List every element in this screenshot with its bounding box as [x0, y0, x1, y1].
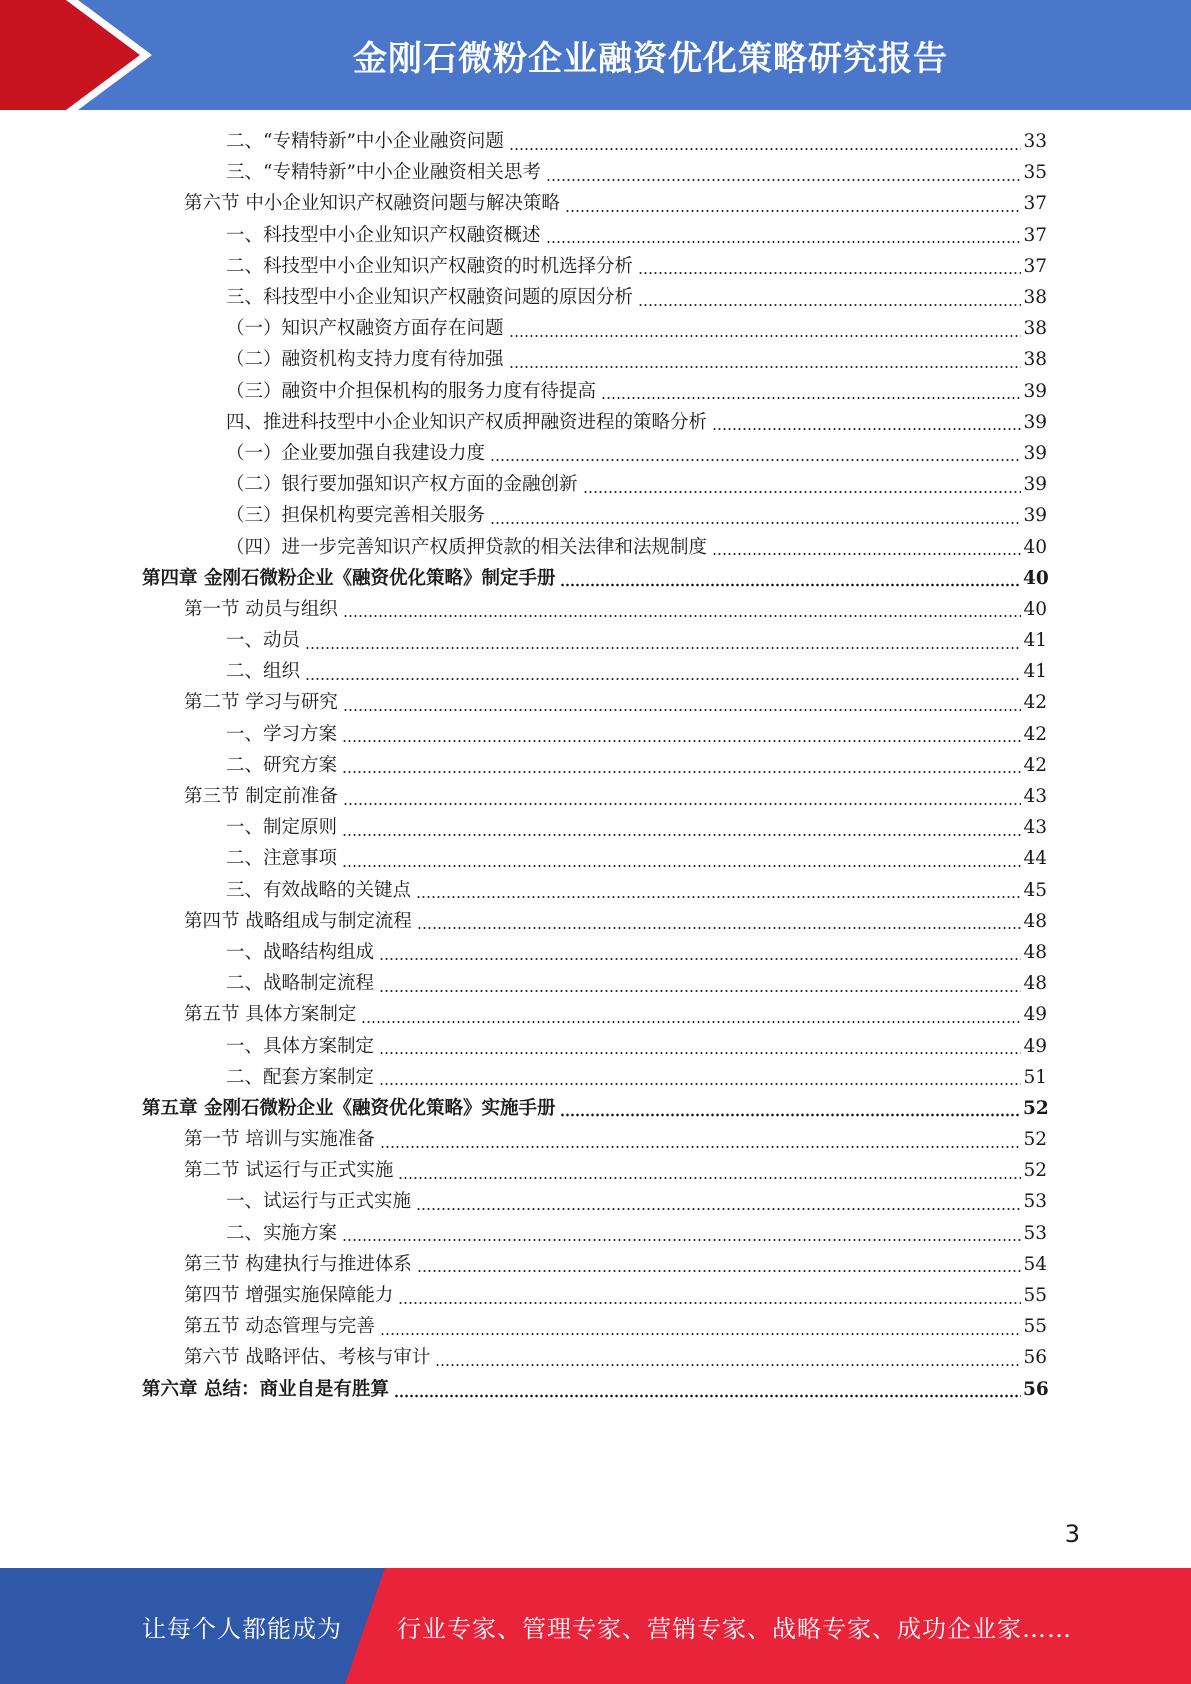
toc-dot-leader [342, 756, 1021, 774]
toc-entry-label: 二、配套方案制定 [226, 1066, 375, 1088]
toc-dot-leader [379, 975, 1021, 993]
toc-dot-leader [712, 413, 1021, 431]
toc-entry-page: 38 [1023, 287, 1047, 309]
toc-entry[interactable] [0, 469, 1047, 500]
toc-entry-label: 二、实施方案 [226, 1222, 338, 1244]
toc-entry-label: 三、有效战略的关键点 [226, 879, 412, 901]
toc-dot-leader [638, 257, 1021, 275]
toc-entry-label: 二、组织 [226, 661, 301, 683]
toc-entry-label: 三、“专精特新”中小企业融资相关思考 [226, 162, 541, 184]
toc-entry[interactable] [0, 594, 1047, 625]
toc-entry-page: 53 [1023, 1191, 1047, 1213]
toc-entry-page: 38 [1023, 318, 1047, 340]
toc-entry-label: 第一节 培训与实施准备 [184, 1129, 375, 1151]
toc-dot-leader [343, 694, 1021, 712]
toc-entry[interactable] [0, 687, 1047, 718]
toc-entry[interactable] [0, 1062, 1047, 1093]
toc-entry-page: 49 [1023, 1035, 1047, 1057]
toc-entry[interactable] [0, 220, 1047, 251]
toc-entry[interactable] [0, 251, 1047, 282]
toc-entry-page: 40 [1023, 598, 1047, 620]
toc-dot-leader [417, 1255, 1021, 1273]
toc-entry-page: 49 [1023, 1004, 1047, 1026]
toc-entry-label: 四、推进科技型中小企业知识产权质押融资进程的策略分析 [226, 411, 708, 433]
toc-dot-leader [379, 943, 1021, 961]
toc-entry[interactable] [0, 1342, 1047, 1373]
toc-entry-label: （二）银行要加强知识产权方面的金融创新 [226, 474, 578, 496]
toc-entry[interactable] [0, 843, 1047, 874]
toc-entry-label: 二、注意事项 [226, 848, 338, 870]
toc-entry[interactable] [0, 376, 1047, 407]
toc-entry[interactable] [0, 1030, 1047, 1061]
toc-entry[interactable] [0, 1218, 1047, 1249]
toc-dot-leader [398, 1287, 1021, 1305]
report-title: 金刚石微粉企业融资优化策略研究报告 [353, 38, 948, 79]
toc-dot-leader [435, 1349, 1021, 1367]
toc-dot-leader [361, 1006, 1021, 1024]
page-number: 3 [1064, 1520, 1080, 1548]
header-chevron-icon [0, 0, 160, 110]
toc-entry-page: 33 [1023, 131, 1047, 153]
toc-entry-page: 44 [1023, 848, 1047, 870]
toc-dot-leader [394, 1380, 1021, 1398]
toc-entry[interactable] [0, 563, 1047, 594]
toc-entry-page: 41 [1023, 630, 1047, 652]
toc-entry-page: 37 [1023, 224, 1047, 246]
toc-entry-label: 二、“专精特新”中小企业融资问题 [226, 131, 504, 153]
toc-dot-leader [546, 164, 1021, 182]
toc-entry-page: 55 [1023, 1316, 1047, 1338]
toc-dot-leader [490, 507, 1021, 525]
toc-entry-label: 三、科技型中小企业知识产权融资问题的原因分析 [226, 287, 634, 309]
toc-dot-leader [342, 850, 1021, 868]
toc-entry[interactable] [0, 719, 1047, 750]
toc-entry-page: 52 [1023, 1097, 1049, 1119]
toc-entry-page: 39 [1023, 380, 1047, 402]
toc-entry-page: 43 [1023, 786, 1047, 808]
toc-entry-page: 51 [1023, 1066, 1047, 1088]
toc-entry-page: 48 [1023, 941, 1047, 963]
toc-entry-page: 37 [1023, 255, 1047, 277]
toc-entry-page: 37 [1023, 193, 1047, 215]
toc-entry-label: 第六节 战略评估、考核与审计 [184, 1347, 431, 1369]
toc-entry[interactable] [0, 282, 1047, 313]
toc-entry-page: 43 [1023, 817, 1047, 839]
toc-entry-page: 39 [1023, 505, 1047, 527]
toc-dot-leader [380, 1131, 1021, 1149]
toc-entry[interactable] [0, 313, 1047, 344]
toc-entry-label: （二）融资机构支持力度有待加强 [226, 349, 504, 371]
toc-entry-page: 39 [1023, 411, 1047, 433]
toc-entry-label: 二、科技型中小企业知识产权融资的时机选择分析 [226, 255, 634, 277]
toc-entry-label: 第三节 制定前准备 [184, 786, 338, 808]
toc-entry-page: 48 [1023, 910, 1047, 932]
toc-dot-leader [342, 819, 1021, 837]
toc-entry[interactable] [0, 656, 1047, 687]
toc-entry[interactable] [0, 1186, 1047, 1217]
toc-dot-leader [560, 569, 1021, 587]
toc-entry-page: 35 [1023, 162, 1047, 184]
toc-entry-label: 第三节 构建执行与推进体系 [184, 1253, 412, 1275]
toc-entry[interactable] [0, 1374, 1047, 1405]
toc-entry-label: 一、制定原则 [226, 817, 338, 839]
toc-entry-label: 第五节 动态管理与完善 [184, 1316, 375, 1338]
toc-entry-page: 56 [1023, 1378, 1049, 1400]
toc-entry-page: 52 [1023, 1160, 1047, 1182]
toc-entry-label: 第六章 总结：商业自是有胜算 [142, 1378, 389, 1400]
toc-entry[interactable] [0, 407, 1047, 438]
toc-entry-page: 55 [1023, 1285, 1047, 1307]
toc-entry[interactable] [0, 625, 1047, 656]
toc-entry[interactable] [0, 438, 1047, 469]
toc-entry[interactable] [0, 157, 1047, 188]
toc-entry-label: 一、学习方案 [226, 723, 338, 745]
toc-dot-leader [490, 444, 1021, 462]
toc-entry-label: （三）担保机构要完善相关服务 [226, 505, 486, 527]
toc-entry[interactable] [0, 812, 1047, 843]
toc-dot-leader [380, 1318, 1021, 1336]
table-of-contents [0, 126, 1191, 1405]
toc-dot-leader [343, 600, 1021, 618]
toc-entry[interactable] [0, 1124, 1047, 1155]
toc-entry-label: 一、动员 [226, 630, 301, 652]
toc-entry-label: （一）知识产权融资方面存在问题 [226, 318, 504, 340]
footer-slogan-left: 让每个人都能成为 [142, 1614, 342, 1643]
toc-dot-leader [712, 538, 1021, 556]
toc-dot-leader [601, 382, 1021, 400]
toc-entry-page: 38 [1023, 349, 1047, 371]
toc-dot-leader [416, 1193, 1021, 1211]
toc-entry[interactable] [0, 781, 1047, 812]
toc-dot-leader [305, 663, 1021, 681]
toc-dot-leader [560, 1099, 1021, 1117]
toc-entry-page: 42 [1023, 723, 1047, 745]
toc-entry-label: 第四节 增强实施保障能力 [184, 1285, 394, 1307]
toc-dot-leader [379, 1037, 1021, 1055]
toc-entry-label: 一、试运行与正式实施 [226, 1191, 412, 1213]
toc-entry-label: 二、研究方案 [226, 754, 338, 776]
page-header [0, 0, 1191, 110]
toc-entry[interactable] [0, 344, 1047, 375]
toc-entry[interactable] [0, 937, 1047, 968]
toc-entry-page: 42 [1023, 692, 1047, 714]
toc-dot-leader [583, 476, 1021, 494]
toc-entry[interactable] [0, 968, 1047, 999]
toc-entry-page: 40 [1023, 536, 1047, 558]
toc-entry-page: 39 [1023, 442, 1047, 464]
toc-dot-leader [546, 226, 1021, 244]
toc-dot-leader [565, 195, 1021, 213]
toc-dot-leader [305, 632, 1021, 650]
toc-entry[interactable] [0, 126, 1047, 157]
toc-entry-label: （三）融资中介担保机构的服务力度有待提高 [226, 380, 597, 402]
toc-entry-page: 39 [1023, 474, 1047, 496]
toc-entry-page: 40 [1023, 567, 1049, 589]
toc-entry-page: 53 [1023, 1222, 1047, 1244]
toc-entry-page: 52 [1023, 1129, 1047, 1151]
toc-dot-leader [417, 912, 1021, 930]
toc-entry-label: 一、科技型中小企业知识产权融资概述 [226, 224, 541, 246]
toc-entry[interactable] [0, 1311, 1047, 1342]
toc-dot-leader [342, 725, 1021, 743]
toc-entry-page: 54 [1023, 1253, 1047, 1275]
toc-entry-label: 第四节 战略组成与制定流程 [184, 910, 412, 932]
toc-entry-label: 第一节 动员与组织 [184, 598, 338, 620]
toc-dot-leader [509, 133, 1021, 151]
footer-slogan-right: 行业专家、管理专家、营销专家、战略专家、成功企业家…… [397, 1614, 1072, 1643]
toc-dot-leader [416, 881, 1021, 899]
toc-dot-leader [398, 1162, 1021, 1180]
toc-entry[interactable] [0, 1093, 1047, 1124]
page-footer [0, 1568, 1191, 1684]
toc-entry[interactable] [0, 750, 1047, 781]
toc-entry[interactable] [0, 531, 1047, 562]
toc-entry-page: 45 [1023, 879, 1047, 901]
toc-entry-page: 42 [1023, 754, 1047, 776]
toc-entry-label: 第二节 试运行与正式实施 [184, 1160, 394, 1182]
toc-dot-leader [509, 351, 1021, 369]
toc-entry-label: 一、战略结构组成 [226, 941, 375, 963]
toc-entry-page: 48 [1023, 973, 1047, 995]
toc-dot-leader [638, 289, 1021, 307]
toc-entry-label: 第四章 金刚石微粉企业《融资优化策略》制定手册 [142, 567, 556, 589]
toc-entry-label: 第五节 具体方案制定 [184, 1004, 357, 1026]
toc-entry[interactable] [0, 188, 1047, 219]
toc-entry-label: 一、具体方案制定 [226, 1035, 375, 1057]
toc-entry-label: 二、战略制定流程 [226, 973, 375, 995]
toc-entry-label: 第二节 学习与研究 [184, 692, 338, 714]
toc-dot-leader [342, 1224, 1021, 1242]
toc-dot-leader [509, 320, 1021, 338]
toc-entry-page: 56 [1023, 1347, 1047, 1369]
toc-entry-label: （一）企业要加强自我建设力度 [226, 442, 486, 464]
toc-dot-leader [343, 788, 1021, 806]
toc-entry[interactable] [0, 1280, 1047, 1311]
toc-dot-leader [379, 1068, 1021, 1086]
toc-entry[interactable] [0, 906, 1047, 937]
toc-entry[interactable] [0, 1249, 1047, 1280]
toc-entry-label: （四）进一步完善知识产权质押贷款的相关法律和法规制度 [226, 536, 708, 558]
toc-entry[interactable] [0, 500, 1047, 531]
toc-entry[interactable] [0, 875, 1047, 906]
toc-entry-label: 第五章 金刚石微粉企业《融资优化策略》实施手册 [142, 1097, 556, 1119]
toc-entry-page: 41 [1023, 661, 1047, 683]
toc-entry[interactable] [0, 1155, 1047, 1186]
toc-entry-label: 第六节 中小企业知识产权融资问题与解决策略 [184, 193, 560, 215]
toc-entry[interactable] [0, 999, 1047, 1030]
